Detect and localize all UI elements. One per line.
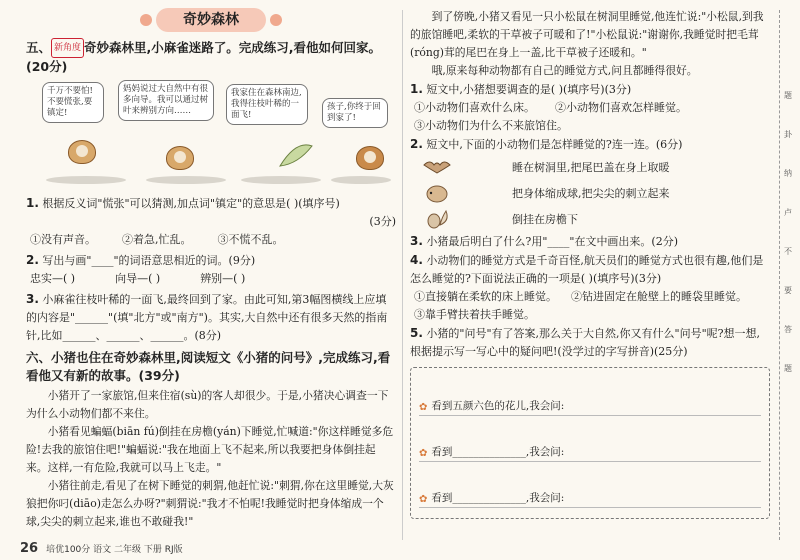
match-row: 倒挂在房檐下 [410, 206, 770, 232]
hedgehog-icon [422, 183, 452, 203]
r-q1-options-2: ③小动物们为什么不来旅馆住。 [414, 119, 568, 132]
sparrow-icon [68, 140, 96, 164]
squirrel-icon [422, 209, 452, 229]
writing-box [410, 367, 770, 519]
ground-shape [331, 176, 391, 184]
speech-bubble-4: 孩子,你终于回到家了! [322, 98, 388, 128]
mother-bird-icon [356, 146, 384, 170]
r-question-4: 4. 小动物们的睡觉方式是千奇百怪,航天员们的睡觉方式也很有趣,他们是怎么睡觉的?下面说法正确的一项是( )(填序号)(3分) [410, 253, 764, 285]
flower-icon: ✿ [419, 494, 428, 505]
section-6-title: 六、小猪也住在奇妙森林里,阅读短文《小猪的问号》,完成练习,看看他又有新的故事。(39分) [26, 350, 391, 383]
flower-icon: ✿ [419, 402, 428, 413]
new-angle-tag: 新角度 [51, 38, 84, 58]
r-question-3: 3. 小猪最后明白了什么?用"____"在文中画出来。(2分) [410, 234, 679, 248]
story-paragraph: 小猪看见蝙蝠(biān fú)倒挂在房檐(yán)下睡觉,忙喊道:"你这样睡觉多危险!去我的旅馆住吧!"蝙蝠说:"我在地面上飞不起来,所以我要把身体倒挂起来。这样,一有危险,我就可以马上飞走。" [26, 425, 394, 474]
ground-shape [46, 176, 126, 184]
s5-q1-options: ①没有声音。 ②着急,忙乱。 ③不慌不乱。 [30, 233, 284, 246]
r-question-2: 2. 短文中,下面的小动物们是怎样睡觉的?连一连。(6分) [410, 137, 683, 151]
page-footer: 26 培优100分 语文 二年级 下册 RJ版 [20, 541, 183, 556]
speech-bubble-1: 千万不要怕!不要慌张,要镇定! [42, 82, 104, 123]
write-line[interactable]: ✿ 看到五颜六色的花儿,我会问: [419, 374, 761, 416]
r-question-1: 1. 短文中,小猪想要调查的是( )(填序号)(3分) [410, 82, 632, 96]
s5-question-1: 1. 根据反义词"慌张"可以猜测,加点词"镇定"的意思是( )(填序号) [26, 196, 340, 210]
match-row: 把身体缩成球,把尖尖的刺立起来 [410, 180, 770, 206]
r-question-5: 5. 小猪的"问号"有了答案,那么关于大自然,你又有什么"问号"呢?想一想,根据提示写一写心中的疑问吧!(没学过的字写拼音)(25分) [410, 326, 761, 358]
column-divider [402, 10, 403, 540]
flower-icon: ✿ [419, 448, 428, 459]
right-column [410, 8, 770, 548]
write-line[interactable]: ✿ 看到______________,我会问: [419, 420, 761, 462]
section-5-title: 五、 新角度 奇妙森林里,小麻雀迷路了。完成练习,看他如何回家。(20分) [26, 40, 382, 74]
sparrow-illustration [26, 80, 396, 190]
left-column [26, 8, 396, 528]
page-banner: 奇妙森林 [156, 8, 266, 32]
r-q4-options-2: ③靠手臂扶着扶手睡觉。 [414, 308, 535, 321]
s5-q2-items: 忠实—( ) 向导—( ) 辨别—( ) [30, 272, 246, 285]
binding-line [779, 10, 780, 540]
story-paragraph: 小猪开了一家旅馆,但来住宿(sù)的客人却很少。于是,小猪决心调查一下为什么小动物们都不来住。 [26, 389, 389, 420]
speech-bubble-2: 妈妈说过大自然中有很多向导。我可以通过树叶来辨别方向…… [118, 80, 214, 121]
story-paragraph: 到了傍晚,小猪又看见一只小松鼠在树洞里睡觉,他连忙说:"小松鼠,到我的旅馆睡吧,柔软的干草被子可暖和了!"小松鼠说:"谢谢你,我睡觉时把毛茸(róng)茸的尾巴在身上一盖,比干草被子还暖和。" [410, 10, 764, 59]
binding-margin-text: 题 卦 纳 卢 不 要 答 题 [784, 91, 792, 373]
s5-question-3: 3. 小麻雀往枝叶稀的一面飞,最终回到了家。由此可知,第3幅图横线上应填的内容是"______"(填"北方"或"南方")。其实,大自然中还有很多天然的指南针,比如______、______、______。(8分) [26, 292, 388, 342]
r-q1-options: ①小动物们喜欢什么床。 ②小动物们喜欢怎样睡觉。 [414, 101, 687, 114]
story-paragraph: 小猪往前走,看见了在树下睡觉的刺猬,他赶忙说:"刺猬,你在这里睡觉,大灰狼把你叼(diāo)走怎么办呀?"刺猬说:"我才不怕呢!我睡觉时把身体缩成一个球,尖尖的刺立起来,谁也不敢碰我!" [26, 479, 394, 528]
write-line[interactable]: ✿ 看到______________,我会问: [419, 466, 761, 508]
ground-shape [241, 176, 321, 184]
match-row: 睡在树洞里,把尾巴盖在身上取暖 [410, 154, 770, 180]
ground-shape [146, 176, 226, 184]
page-number: 26 [20, 541, 39, 556]
bat-icon [422, 157, 452, 177]
s5-q1-score: (3分) [369, 215, 396, 228]
story-paragraph: 哦,原来每种动物都有自己的睡觉方式,问且都睡得很好。 [431, 64, 698, 77]
sparrow-icon [166, 146, 194, 170]
leaf-icon [276, 140, 316, 170]
speech-bubble-3: 我家住在森林南边,我得往枝叶稀的一面飞! [226, 84, 308, 125]
s5-question-2: 2. 写出与画"____"的词语意思相近的词。(9分) [26, 253, 256, 267]
r-q4-options: ①直接躺在柔软的床上睡觉。 ②钻进固定在舱壁上的睡袋里睡觉。 [414, 290, 747, 303]
